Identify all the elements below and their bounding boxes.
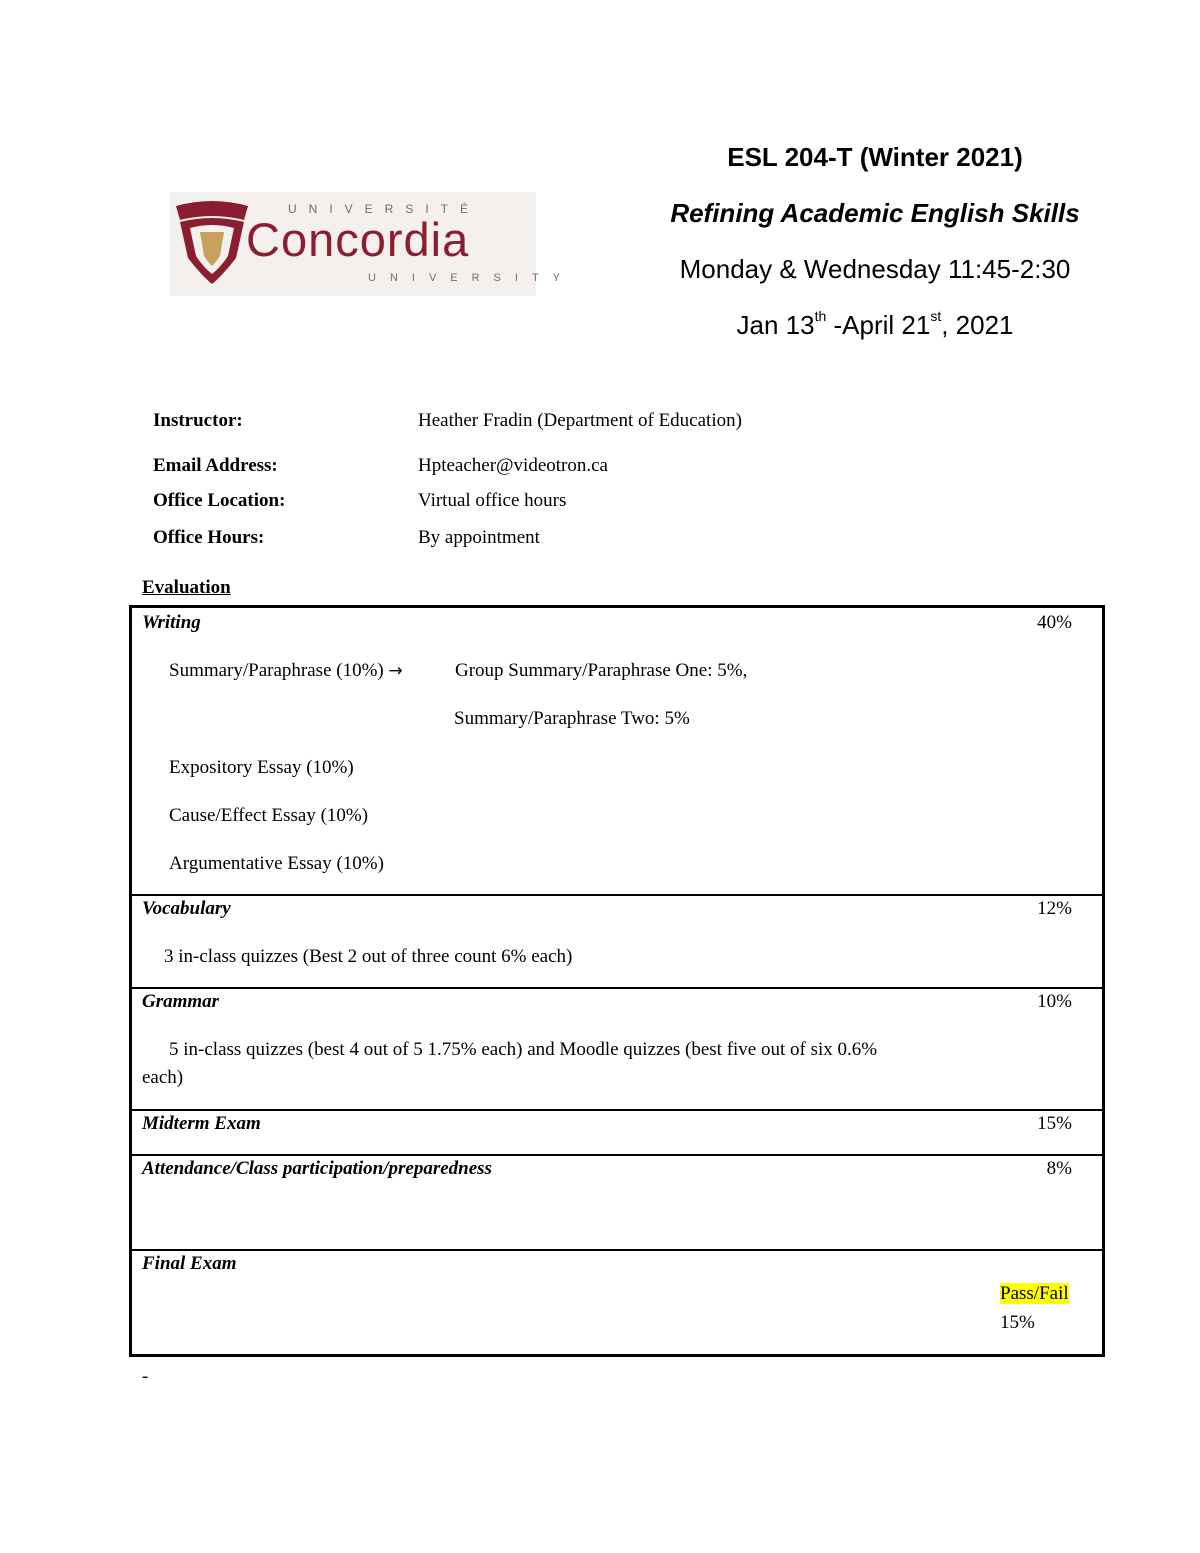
arrow-icon: → [388, 661, 403, 681]
office-location-value: Virtual office hours [418, 490, 567, 511]
grammar-percent: 10% [1037, 991, 1072, 1012]
instructor-value: Heather Fradin (Department of Education) [418, 410, 742, 431]
attendance-percent: 8% [1046, 1158, 1072, 1179]
final-exam-status [1000, 1283, 1069, 1305]
vocabulary-title: Vocabulary [142, 898, 231, 919]
row-separator [132, 1154, 1102, 1156]
evaluation-heading: Evaluation [142, 577, 231, 598]
argumentative-item: Argumentative Essay (10%) [169, 853, 384, 874]
summary-item [169, 660, 403, 682]
instructor-label: Instructor: [153, 410, 243, 431]
summary-two-item: Summary/Paraphrase Two: 5% [454, 708, 690, 729]
dates-end: -April 21 [826, 310, 931, 340]
expository-item: Expository Essay (10%) [169, 757, 354, 778]
midterm-percent: 15% [1037, 1113, 1072, 1134]
email-label: Email Address: [153, 455, 278, 476]
dates-start-suffix: th [814, 308, 827, 324]
office-location-label: Office Location: [153, 490, 286, 511]
writing-percent: 40% [1037, 612, 1072, 633]
vocabulary-detail: 3 in-class quizzes (Best 2 out of three count 6% each) [164, 946, 573, 967]
course-dates [650, 310, 1100, 341]
concordia-shield-icon [174, 198, 250, 288]
row-separator [132, 894, 1102, 896]
course-title: Refining Academic English Skills [670, 198, 1080, 228]
row-separator [132, 987, 1102, 989]
concordia-logo [170, 192, 575, 296]
writing-title: Writing [142, 612, 201, 633]
row-separator [132, 1249, 1102, 1251]
grammar-detail-line2: each) [142, 1067, 184, 1088]
course-code: ESL 204-T (Winter 2021) [727, 142, 1023, 172]
course-schedule: Monday & Wednesday 11:45-2:30 [679, 254, 1071, 284]
office-hours-value: By appointment [418, 527, 540, 548]
logo-top-text: UNIVERSITÉ [288, 202, 481, 216]
group-summary-item: Group Summary/Paraphrase One: 5%, [455, 660, 748, 681]
grammar-title: Grammar [142, 991, 220, 1012]
logo-bottom-text: UNIVERSITY [368, 272, 575, 284]
dates-start: Jan 13 [736, 310, 815, 340]
summary-text: Summary/Paraphrase (10%) [169, 660, 384, 681]
pass-fail-highlight: Pass/Fail [1000, 1283, 1069, 1304]
dates-year: , 2021 [941, 310, 1014, 340]
attendance-title: Attendance/Class participation/preparedness [142, 1158, 492, 1179]
logo-main-text: Concordia [246, 213, 470, 266]
dates-end-suffix: st [930, 308, 942, 324]
footer-mark: - [142, 1366, 149, 1387]
midterm-title: Midterm Exam [142, 1113, 261, 1134]
final-exam-percent: 15% [1000, 1312, 1035, 1333]
final-exam-title: Final Exam [142, 1253, 237, 1274]
evaluation-table [129, 605, 1105, 1357]
vocabulary-percent: 12% [1037, 898, 1072, 919]
office-hours-label: Office Hours: [153, 527, 265, 548]
row-separator [132, 1109, 1102, 1111]
cause-effect-item: Cause/Effect Essay (10%) [169, 805, 369, 826]
grammar-detail-line1: 5 in-class quizzes (best 4 out of 5 1.75% each) and Moodle quizzes (best five out of six 0.6% [169, 1039, 878, 1060]
email-value: Hpteacher@videotron.ca [418, 455, 608, 476]
